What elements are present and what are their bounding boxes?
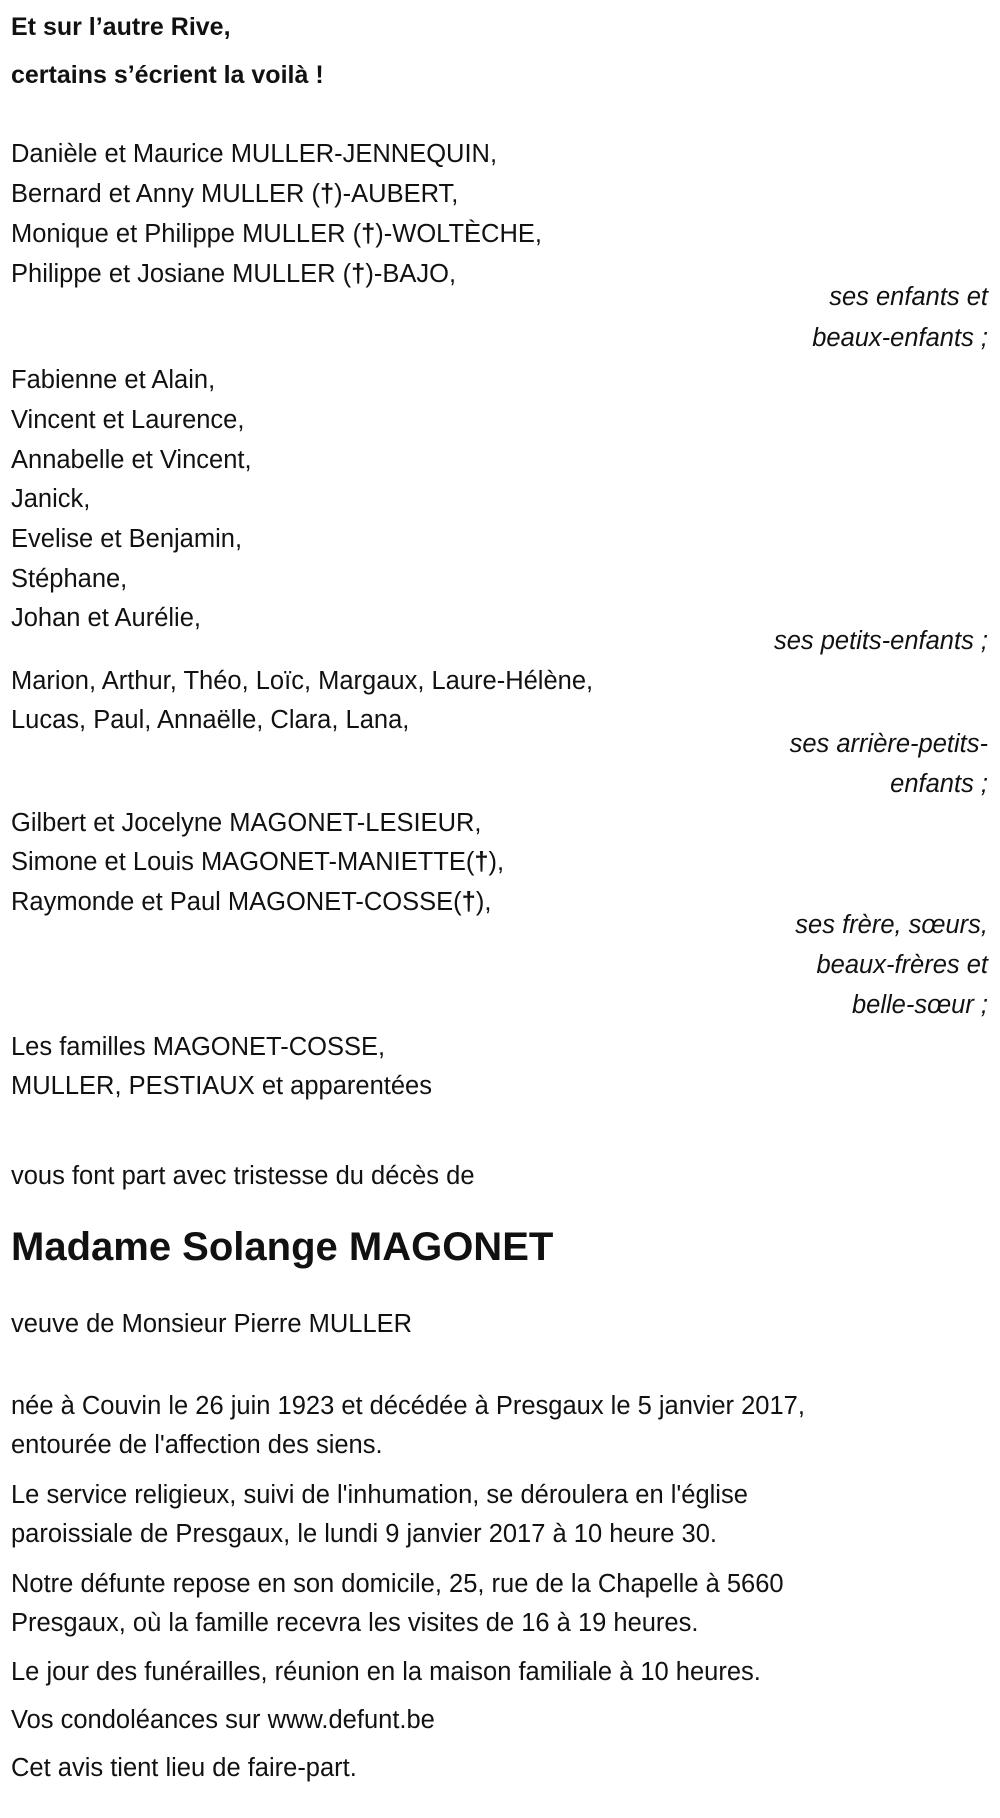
grandchild-line: Evelise et Benjamin, <box>11 525 243 553</box>
dagger-icon: † <box>361 220 376 248</box>
dagger-icon: † <box>461 888 476 916</box>
families-line: MULLER, PESTIAUX et apparentées <box>11 1072 432 1100</box>
dagger-icon: † <box>351 260 366 288</box>
widow-of-text: veuve de Monsieur Pierre MULLER <box>11 1310 413 1338</box>
sibling-line: Raymonde et Paul MAGONET-COSSE(†), <box>11 888 492 916</box>
families-line: Les familles MAGONET-COSSE, <box>11 1033 386 1061</box>
birth-death-line: entourée de l'affection des siens. <box>11 1431 383 1459</box>
announcement-text: vous font part avec tristesse du décès de <box>11 1162 475 1190</box>
repose-line: Presgaux, où la famille recevra les visites de 16 à 19 heures. <box>11 1609 699 1637</box>
relation-siblings: ses frère, sœurs, <box>795 911 988 939</box>
grandchild-line: Janick, <box>11 485 91 513</box>
relation-children: ses enfants et <box>829 283 988 311</box>
children-line: Philippe et Josiane MULLER (†)-BAJO, <box>11 260 457 288</box>
great-grandchild-line: Lucas, Paul, Annaëlle, Clara, Lana, <box>11 706 410 734</box>
children-line: Monique et Philippe MULLER (†)-WOLTÈCHE, <box>11 220 542 248</box>
service-line: Le service religieux, suivi de l'inhumation, se déroulera en l'église <box>11 1481 748 1509</box>
notice-line: Cet avis tient lieu de faire-part. <box>11 1754 357 1782</box>
relation-great-grandchildren: ses arrière-petits- <box>789 730 988 758</box>
relation-children: beaux-enfants ; <box>812 324 988 352</box>
grandchild-line: Vincent et Laurence, <box>11 406 245 434</box>
sibling-line: Simone et Louis MAGONET-MANIETTE(†), <box>11 848 505 876</box>
relation-siblings: belle-sœur ; <box>851 991 988 1019</box>
dagger-icon: † <box>319 180 335 208</box>
dagger-icon: † <box>474 848 489 876</box>
grandchild-line: Fabienne et Alain, <box>11 366 216 394</box>
condolences-line: Vos condoléances sur www.defunt.be <box>11 1706 435 1734</box>
grandchild-line: Johan et Aurélie, <box>11 604 201 632</box>
relation-grandchildren: ses petits-enfants ; <box>773 627 988 655</box>
children-line: Bernard et Anny MULLER (†)-AUBERT, <box>11 180 459 208</box>
children-line: Danièle et Maurice MULLER-JENNEQUIN, <box>11 140 498 168</box>
birth-death-line: née à Couvin le 26 juin 1923 et décédée à Presgaux le 5 janvier 2017, <box>11 1392 805 1420</box>
funeral-day-line: Le jour des funérailles, réunion en la maison familiale à 10 heures. <box>11 1658 761 1686</box>
sibling-line: Gilbert et Jocelyne MAGONET-LESIEUR, <box>11 809 482 837</box>
repose-line: Notre défunte repose en son domicile, 25, rue de la Chapelle à 5660 <box>11 1570 784 1598</box>
grandchild-line: Annabelle et Vincent, <box>11 446 252 474</box>
intro-line-1: Et sur l’autre Rive, <box>11 13 231 41</box>
intro-line-2: certains s’écrient la voilà ! <box>11 61 324 89</box>
deceased-name: Madame Solange MAGONET <box>11 1225 554 1269</box>
relation-siblings: beaux-frères et <box>816 951 988 979</box>
relation-great-grandchildren: enfants ; <box>890 770 988 798</box>
great-grandchild-line: Marion, Arthur, Théo, Loïc, Margaux, Laure-Hélène, <box>11 667 594 695</box>
grandchild-line: Stéphane, <box>11 565 128 593</box>
service-line: paroissiale de Presgaux, le lundi 9 janvier 2017 à 10 heure 30. <box>11 1520 717 1548</box>
